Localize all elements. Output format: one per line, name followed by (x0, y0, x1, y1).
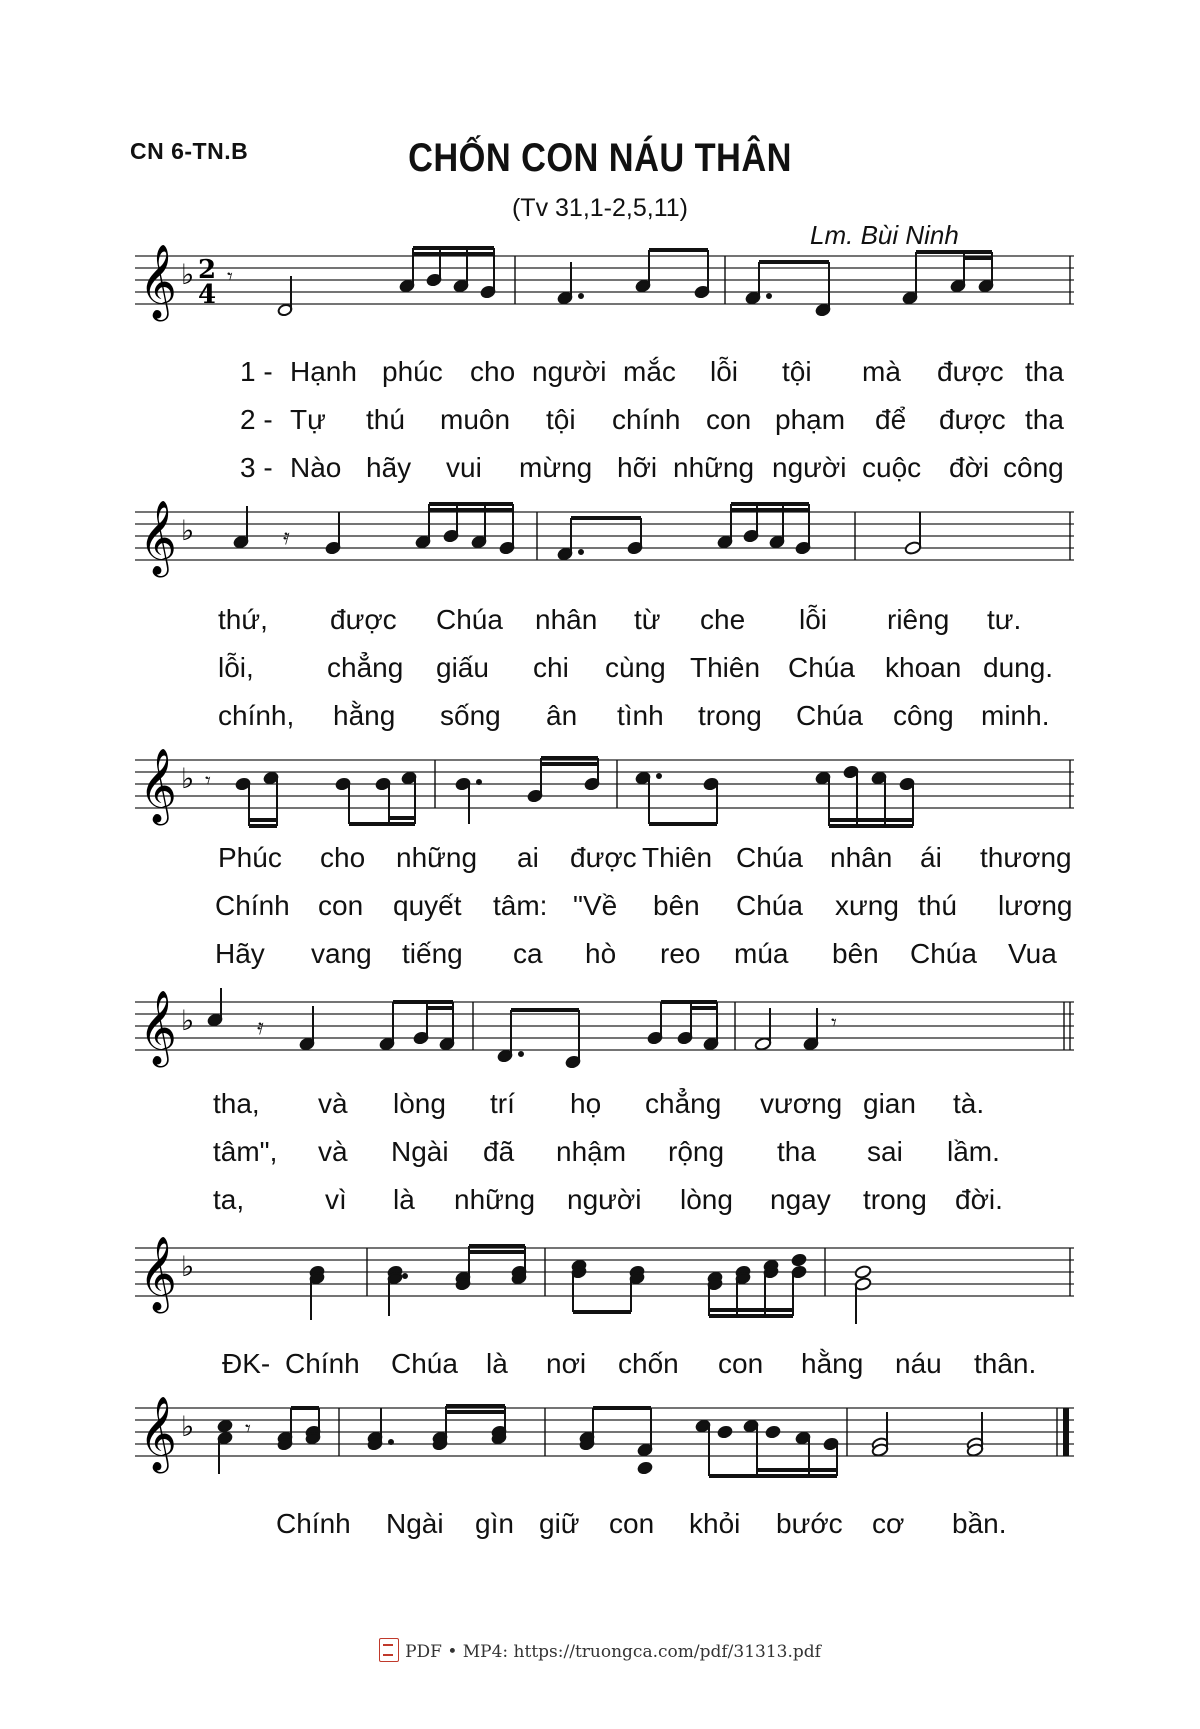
lyric-word: Chúa (436, 604, 503, 635)
lyric-word: Ngài (391, 1136, 449, 1167)
lyric-word: Chính (276, 1508, 351, 1539)
lyric-word: và (318, 1088, 348, 1119)
song-title: CHỐN CON NÁU THÂN (408, 136, 792, 180)
lyric-word: mắc (623, 356, 676, 387)
rest-icon: 𝄿 (283, 524, 290, 549)
key-signature-flat-icon (181, 1004, 194, 1037)
music-staff-4 (135, 986, 1074, 1082)
lyric-word: hò (585, 938, 617, 969)
lyric-word: lòng (393, 1088, 446, 1119)
lyric-word: tiếng (402, 938, 463, 969)
svg-text:♭: ♭ (181, 514, 195, 547)
verse-number: 3 - (240, 452, 273, 483)
lyric-word: thú (918, 890, 957, 921)
rest-icon: 𝄾 (205, 768, 211, 793)
key-signature-flat-icon (181, 1410, 194, 1443)
lyric-word: minh. (981, 700, 1050, 731)
lyric-word: chi (533, 652, 569, 683)
lyric-word: hằng (333, 700, 396, 731)
key-signature-flat-icon (181, 1250, 194, 1283)
lyric-word: con (318, 890, 364, 921)
svg-text:♭: ♭ (181, 258, 195, 291)
lyric-word: ái (920, 842, 942, 873)
rest-icon: 𝄾 (831, 1010, 837, 1035)
music-staff-2 (135, 496, 1074, 592)
lyric-word: thứ, (218, 604, 268, 635)
lyric-word: náu (895, 1348, 942, 1379)
lyric-word: cho (470, 356, 516, 387)
lyric-word: cơ (872, 1508, 905, 1539)
treble-clef-icon (139, 991, 177, 1068)
lyric-word: những (454, 1184, 536, 1215)
treble-clef-icon (139, 1397, 177, 1474)
lyric-word: trong (863, 1184, 927, 1215)
svg-text:𝄞: 𝄞 (139, 501, 177, 575)
lyric-word: đã (483, 1136, 515, 1167)
lyric-word: Hãy (215, 938, 265, 969)
lyric-word: những (673, 452, 755, 483)
lyric-word: Thiên (642, 842, 713, 873)
refrain-label: ĐK- (222, 1348, 271, 1379)
lyric-word: để (875, 404, 907, 435)
lyric-word: Nào (290, 452, 342, 483)
rest-icon: 𝄾 (245, 1416, 251, 1441)
time-signature-top: 2 (198, 255, 217, 285)
song-code: CN 6-TN.B (130, 138, 249, 164)
lyric-word: Ngài (386, 1508, 444, 1539)
lyric-word: người (567, 1184, 642, 1215)
lyric-word: bần. (952, 1508, 1007, 1539)
lyric-word: tâm: (493, 890, 548, 921)
lyric-word: mà (862, 356, 901, 387)
lyric-word: tha, (213, 1088, 260, 1119)
lyric-word: thân. (974, 1348, 1037, 1379)
lyric-word: được (330, 604, 397, 635)
lyric-word: con (706, 404, 752, 435)
lyric-word: Hạnh (290, 356, 357, 387)
composer-name: Lm. Bùi Ninh (810, 220, 959, 250)
lyric-word: tha (1025, 356, 1064, 387)
lyric-word: những (396, 842, 478, 873)
lyric-word: rộng (668, 1136, 725, 1167)
lyric-word: muôn (440, 404, 511, 435)
lyric-word: riêng (887, 604, 950, 635)
lyric-word: Chúa (910, 938, 977, 969)
lyric-word: con (609, 1508, 655, 1539)
time-signature (198, 255, 216, 310)
lyric-word: trí (490, 1088, 515, 1119)
lyric-word: bên (653, 890, 700, 921)
lyric-word: công (1003, 452, 1064, 483)
lyric-word: con (718, 1348, 764, 1379)
music-staff-3 (135, 744, 1074, 840)
lyric-word: họ (570, 1088, 602, 1119)
lyric-word: và (318, 1136, 348, 1167)
svg-text:♭: ♭ (181, 1250, 195, 1283)
lyric-word: dung. (983, 652, 1054, 683)
lyric-word: sống (440, 700, 501, 731)
music-staff-5 (135, 1232, 1074, 1328)
lyric-word: quyết (393, 890, 462, 921)
lyric-word: chẳng (645, 1088, 722, 1119)
lyric-word: múa (734, 938, 789, 969)
lyric-word: tà. (953, 1088, 985, 1119)
lyric-word: Chính (215, 890, 290, 921)
lyric-word: Phúc (218, 842, 282, 873)
lyric-word: Vua (1008, 938, 1057, 969)
lyric-word: Chúa (736, 890, 803, 921)
svg-text:𝄞: 𝄞 (139, 991, 177, 1065)
lyric-word: thú (366, 404, 405, 435)
lyric-word: bên (832, 938, 879, 969)
lyric-word: gian (863, 1088, 916, 1119)
lyric-word: "Về (573, 890, 618, 921)
lyric-word: nhân (830, 842, 893, 873)
lyric-word: nhậm (556, 1136, 627, 1167)
lyric-word: tư. (987, 604, 1022, 635)
lyric-word: xưng (835, 890, 899, 921)
lyric-word: đời. (955, 1184, 1003, 1215)
lyric-word: reo (660, 938, 701, 969)
lyric-word: là (486, 1348, 508, 1379)
lyric-word: chốn (618, 1348, 679, 1379)
lyric-word: Chúa (788, 652, 855, 683)
lyric-word: lỗi (799, 604, 828, 635)
lyric-word: lỗi, (218, 652, 254, 683)
lyric-word: chẳng (327, 652, 404, 683)
key-signature-flat-icon (181, 258, 194, 291)
lyric-word: lương (998, 890, 1073, 921)
lyric-word: bước (776, 1508, 843, 1539)
lyric-word: là (393, 1184, 415, 1215)
lyric-word: nhân (535, 604, 598, 635)
footer-link-text[interactable]: PDF • MP4: https://truongca.com/pdf/31313.pdf (405, 1642, 821, 1662)
lyric-word: giữ (539, 1508, 580, 1539)
lyric-word: ngay (770, 1184, 831, 1215)
lyric-word: Chính (285, 1348, 360, 1379)
lyric-word: Chúa (796, 700, 863, 731)
music-staff-6 (135, 1392, 1074, 1488)
treble-clef-icon (139, 245, 177, 322)
psalm-reference: (Tv 31,1-2,5,11) (511, 194, 688, 222)
lyric-word: từ (634, 604, 661, 635)
lyric-word: được (939, 404, 1006, 435)
lyric-word: tha (777, 1136, 816, 1167)
lyric-word: Tự (290, 404, 326, 435)
lyric-word: giấu (436, 652, 489, 683)
lyric-word: vang (311, 938, 372, 969)
lyric-word: chính, (218, 700, 295, 731)
lyric-word: tội (782, 356, 812, 387)
svg-text:𝄞: 𝄞 (139, 1237, 177, 1311)
svg-text:♭: ♭ (181, 1004, 195, 1037)
lyric-word: khoan (885, 652, 962, 683)
lyric-word: trong (698, 700, 762, 731)
lyric-word: ca (513, 938, 543, 969)
rest-icon: 𝄿 (257, 1014, 264, 1039)
lyric-word: người (532, 356, 607, 387)
lyric-word: được (570, 842, 637, 873)
key-signature-flat-icon (181, 514, 194, 547)
lyric-word: khỏi (689, 1508, 741, 1539)
lyric-word: phúc (382, 356, 443, 387)
svg-text:♭: ♭ (181, 762, 195, 795)
lyric-word: sai (867, 1136, 903, 1167)
lyric-word: ai (517, 842, 539, 873)
lyric-word: tình (617, 700, 664, 731)
lyric-word: cuộc (862, 452, 922, 483)
lyric-word: nơi (546, 1348, 587, 1379)
lyric-word: hãy (366, 452, 412, 483)
lyric-word: lầm. (947, 1136, 1000, 1167)
lyric-word: hỡi (617, 452, 658, 483)
svg-text:♭: ♭ (181, 1410, 195, 1443)
lyric-word: vui (446, 452, 482, 483)
lyric-word: cùng (605, 652, 666, 683)
lyric-word: tội (546, 404, 576, 435)
lyric-word: được (937, 356, 1004, 387)
lyric-word: Chúa (736, 842, 803, 873)
lyric-word: lòng (680, 1184, 733, 1215)
lyric-word: Thiên (690, 652, 761, 683)
verse-number: 1 - (240, 356, 273, 387)
lyric-word: mừng (519, 452, 593, 483)
svg-text:𝄞: 𝄞 (139, 245, 177, 319)
lyric-word: tâm", (213, 1136, 278, 1167)
lyric-word: người (772, 452, 847, 483)
rest-icon: 𝄾 (227, 264, 233, 289)
lyric-word: ân (546, 700, 578, 731)
lyric-word: Chúa (391, 1348, 458, 1379)
lyric-word: cho (320, 842, 366, 873)
lyric-word: gìn (475, 1508, 514, 1539)
lyric-word: thương (980, 842, 1072, 873)
verse-number: 2 - (240, 404, 273, 435)
lyric-word: che (700, 604, 746, 635)
lyric-word: hằng (801, 1348, 864, 1379)
pdf-file-icon (379, 1638, 399, 1662)
footer (0, 1638, 1200, 1662)
treble-clef-icon (139, 501, 177, 578)
lyric-word: tha (1025, 404, 1064, 435)
music-staff-1 (135, 240, 1074, 336)
key-signature-flat-icon (181, 762, 194, 795)
lyric-word: đời (949, 452, 990, 483)
treble-clef-icon (139, 1237, 177, 1314)
treble-clef-icon (139, 749, 177, 826)
lyric-word: ta, (213, 1184, 245, 1215)
svg-text:𝄞: 𝄞 (139, 1397, 177, 1471)
lyric-word: công (893, 700, 954, 731)
lyric-word: vì (325, 1184, 347, 1215)
time-signature-bottom: 4 (198, 280, 217, 310)
lyric-word: vương (760, 1088, 843, 1119)
lyric-word: phạm (775, 404, 846, 435)
svg-text:𝄞: 𝄞 (139, 749, 177, 823)
staff-lines (135, 256, 1074, 304)
lyric-word: lỗi (710, 356, 739, 387)
lyric-word: chính (612, 404, 681, 435)
